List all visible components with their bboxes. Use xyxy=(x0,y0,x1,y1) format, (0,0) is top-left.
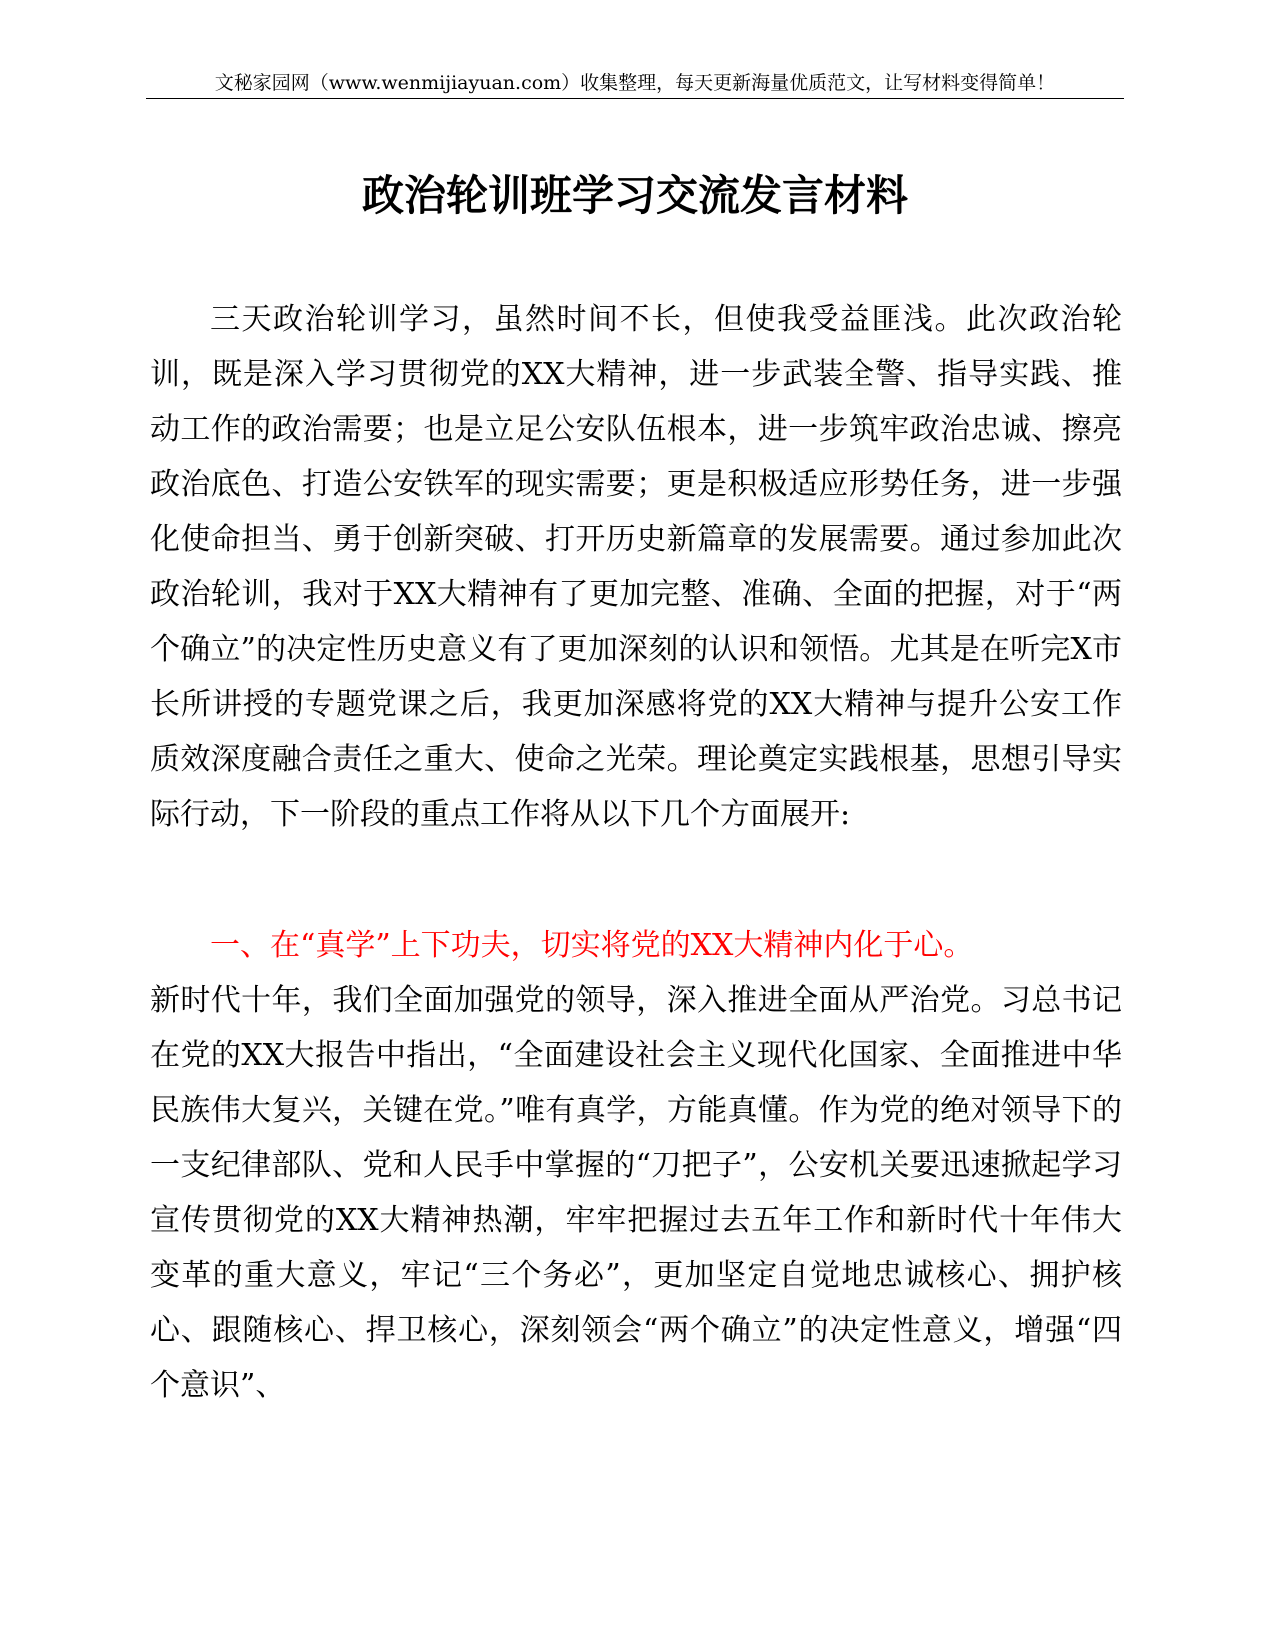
intro-paragraph: 三天政治轮训学习，虽然时间不长，但使我受益匪浅。此次政治轮训，既是深入学习贯彻党的XX大精神，进一步武装全警、指导实践、推动工作的政治需要；也是立足公安队伍根本，进一步筑牢政治忠诚、擦亮政治底色、打造公安铁军的现实需要；更是积极适应形势任务，进一步强化使命担当、勇于创新突破、打开历史新篇章的发展需要。通过参加此次政治轮训，我对于XX大精神有了更加完整、准确、全面的把握，对于“两个确立”的决定性历史意义有了更加深刻的认识和领悟。尤其是在听完X市长所讲授的专题党课之后，我更加深感将党的XX大精神与提升公安工作质效深度融合责任之重大、使命之光荣。理论奠定实践根基，思想引导实际行动，下一阶段的重点工作将从以下几个方面展开: xyxy=(150,302,1122,832)
document-title: 政治轮训班学习交流发言材料 xyxy=(361,171,908,220)
header-divider xyxy=(146,98,1124,99)
section-1-heading: 一、在“真学”上下功夫，切实将党的XX大精神内化于心。 xyxy=(210,928,974,963)
section-1-body: 新时代十年，我们全面加强党的领导，深入推进全面从严治党。习总书记在党的XX大报告中指出，“全面建设社会主义现代化国家、全面推进中华民族伟大复兴，关键在党。”唯有真学，方能真懂。作为党的绝对领导下的一支纪律部队、党和人民手中掌握的“刀把子”，公安机关要迅速掀起学习宣传贯彻党的XX大精神热潮，牢牢把握过去五年工作和新时代十年伟大变革的重大意义，牢记“三个务必”，更加坚定自觉地忠诚核心、拥护核心、跟随核心、捍卫核心，深刻领会“两个确立”的决定性意义，增强“四个意识”、 xyxy=(150,983,1122,1403)
page-header: 文秘家园网（www.wenmijiayuan.com）收集整理，每天更新海量优质范文，让写材料变得简单！ xyxy=(214,72,1056,94)
section-1 xyxy=(150,918,1122,1413)
